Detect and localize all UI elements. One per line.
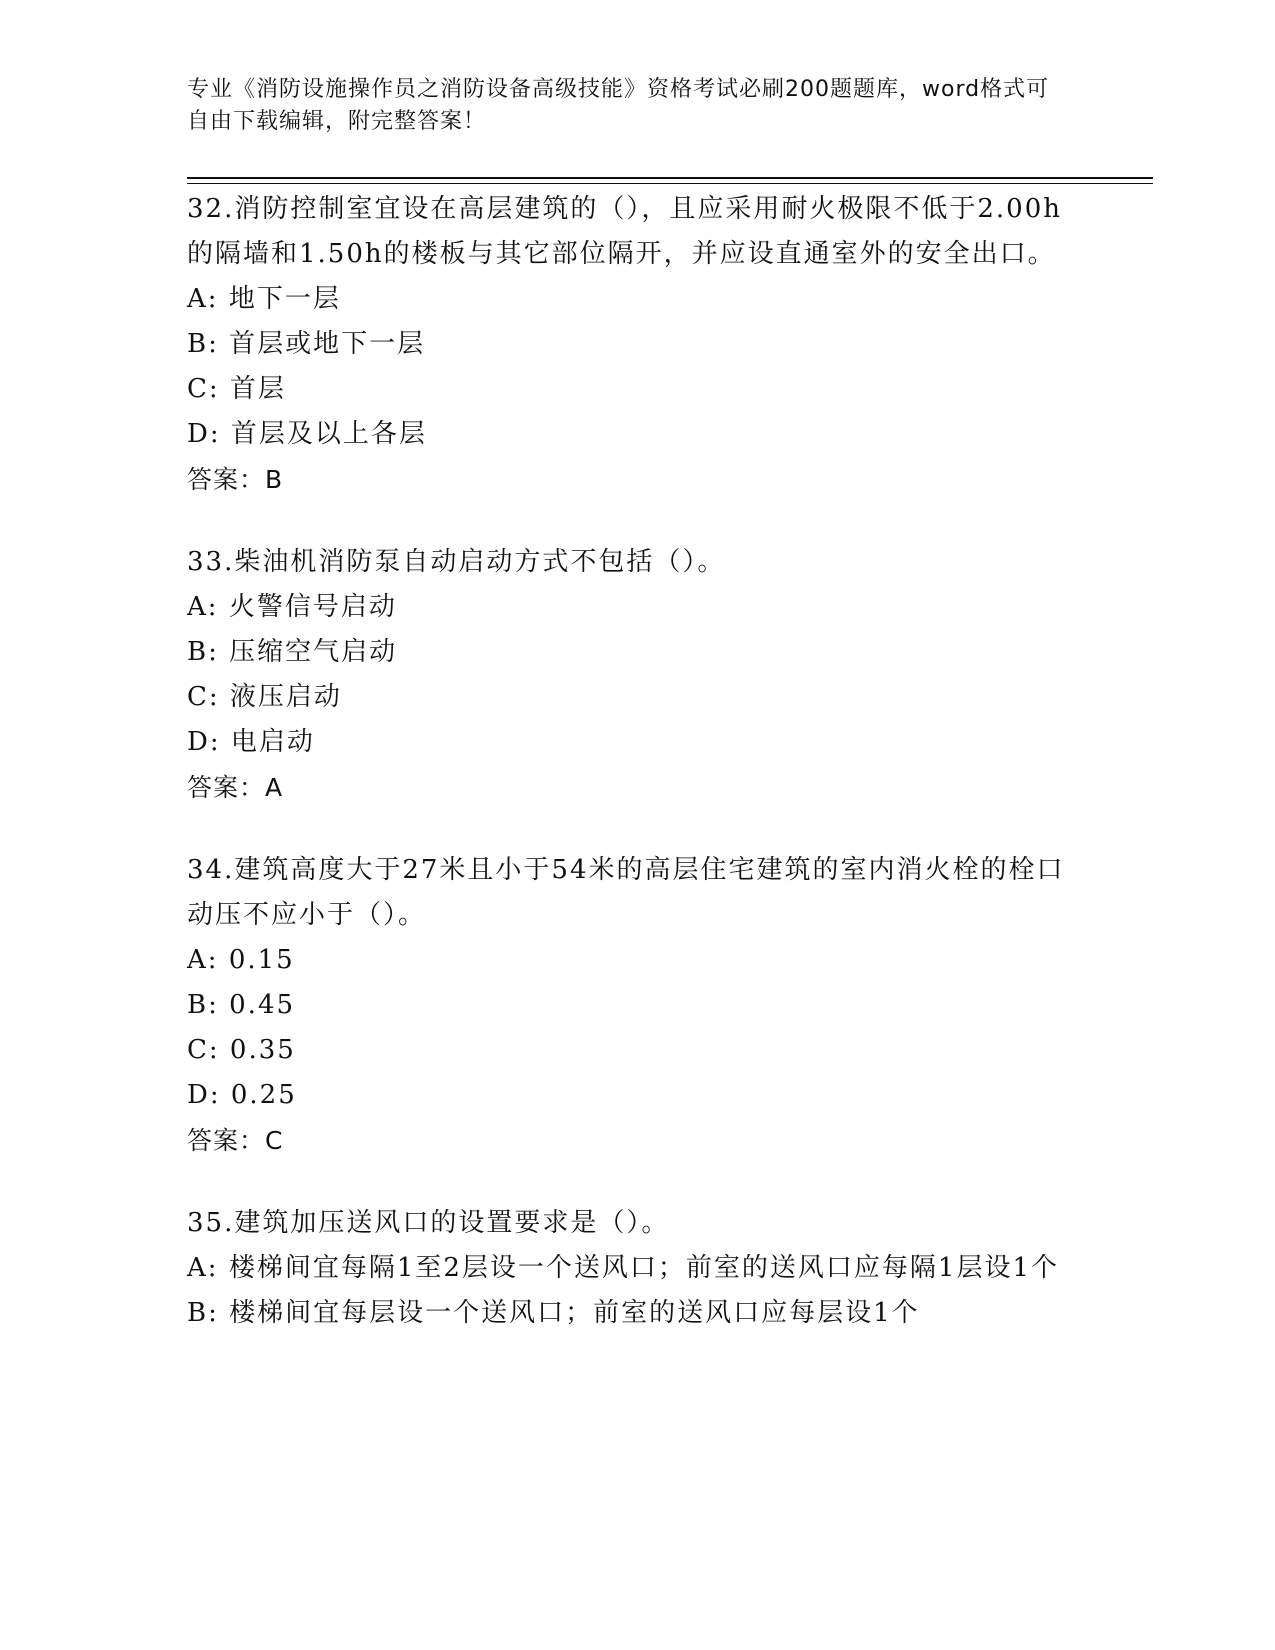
answer-line: 答案：A xyxy=(187,773,284,802)
option-text: 压缩空气启动 xyxy=(229,637,398,667)
option-letter: D: xyxy=(187,727,221,757)
option-a xyxy=(187,277,1087,322)
option-letter: A: xyxy=(187,1253,219,1283)
option-d xyxy=(187,720,1087,765)
header-divider-thin xyxy=(187,183,1153,184)
option-a xyxy=(187,1246,1087,1291)
option-letter: B: xyxy=(187,990,219,1020)
question-33 xyxy=(187,540,1087,810)
option-letter: A: xyxy=(187,592,219,622)
option-text: 首层及以上各层 xyxy=(230,419,427,449)
option-c xyxy=(187,367,1087,412)
option-text: 0.35 xyxy=(229,1035,296,1065)
question-32 xyxy=(187,187,1087,502)
option-b xyxy=(187,322,1087,367)
option-a xyxy=(187,585,1087,630)
option-letter: D: xyxy=(187,419,221,449)
option-text: 0.45 xyxy=(229,990,296,1020)
option-text: 0.15 xyxy=(228,945,295,975)
option-b xyxy=(187,1291,1087,1336)
question-35 xyxy=(187,1201,1087,1336)
question-stem: 35.建筑加压送风口的设置要求是（）。 xyxy=(187,1208,670,1238)
option-b xyxy=(187,630,1087,675)
option-text: 楼梯间宜每层设一个送风口；前室的送风口应每层设1个 xyxy=(229,1298,920,1328)
option-a xyxy=(187,938,1087,983)
option-text: 首层 xyxy=(229,374,286,404)
question-stem: 34.建筑高度大于27米且小于54米的高层住宅建筑的室内消火栓的栓口动压不应小于（）。 xyxy=(187,855,1065,930)
answer-line: 答案：B xyxy=(187,465,284,494)
option-b xyxy=(187,983,1087,1028)
option-text: 楼梯间宜每隔1至2层设一个送风口；前室的送风口应每隔1层设1个 xyxy=(228,1253,1059,1283)
option-text: 火警信号启动 xyxy=(228,592,397,622)
option-letter: A: xyxy=(187,945,219,975)
option-text: 液压启动 xyxy=(229,682,342,712)
option-d xyxy=(187,1073,1087,1118)
question-stem: 32.消防控制室宜设在高层建筑的（），且应采用耐火极限不低于2.00h的隔墙和1.50h的楼板与其它部位隔开，并应设直通室外的安全出口。 xyxy=(187,194,1062,269)
option-text: 电启动 xyxy=(230,727,315,757)
option-letter: D: xyxy=(187,1080,221,1110)
option-text: 地下一层 xyxy=(228,284,341,314)
option-c xyxy=(187,675,1087,720)
option-letter: C: xyxy=(187,682,220,712)
document-header: 专业《消防设施操作员之消防设备高级技能》资格考试必刷200题题库，word格式可自由下载编辑，附完整答案！ xyxy=(187,77,1050,134)
option-letter: B: xyxy=(187,329,219,359)
question-stem: 33.柴油机消防泵自动启动方式不包括（）。 xyxy=(187,547,726,577)
option-text: 首层或地下一层 xyxy=(229,329,426,359)
question-list xyxy=(187,187,1087,1374)
option-d xyxy=(187,412,1087,457)
answer-line: 答案：C xyxy=(187,1126,284,1155)
header-divider-thick xyxy=(187,177,1153,179)
option-letter: C: xyxy=(187,1035,220,1065)
option-letter: B: xyxy=(187,637,219,667)
option-text: 0.25 xyxy=(230,1080,297,1110)
option-c xyxy=(187,1028,1087,1073)
option-letter: A: xyxy=(187,284,219,314)
question-34 xyxy=(187,848,1087,1163)
option-letter: B: xyxy=(187,1298,219,1328)
option-letter: C: xyxy=(187,374,220,404)
